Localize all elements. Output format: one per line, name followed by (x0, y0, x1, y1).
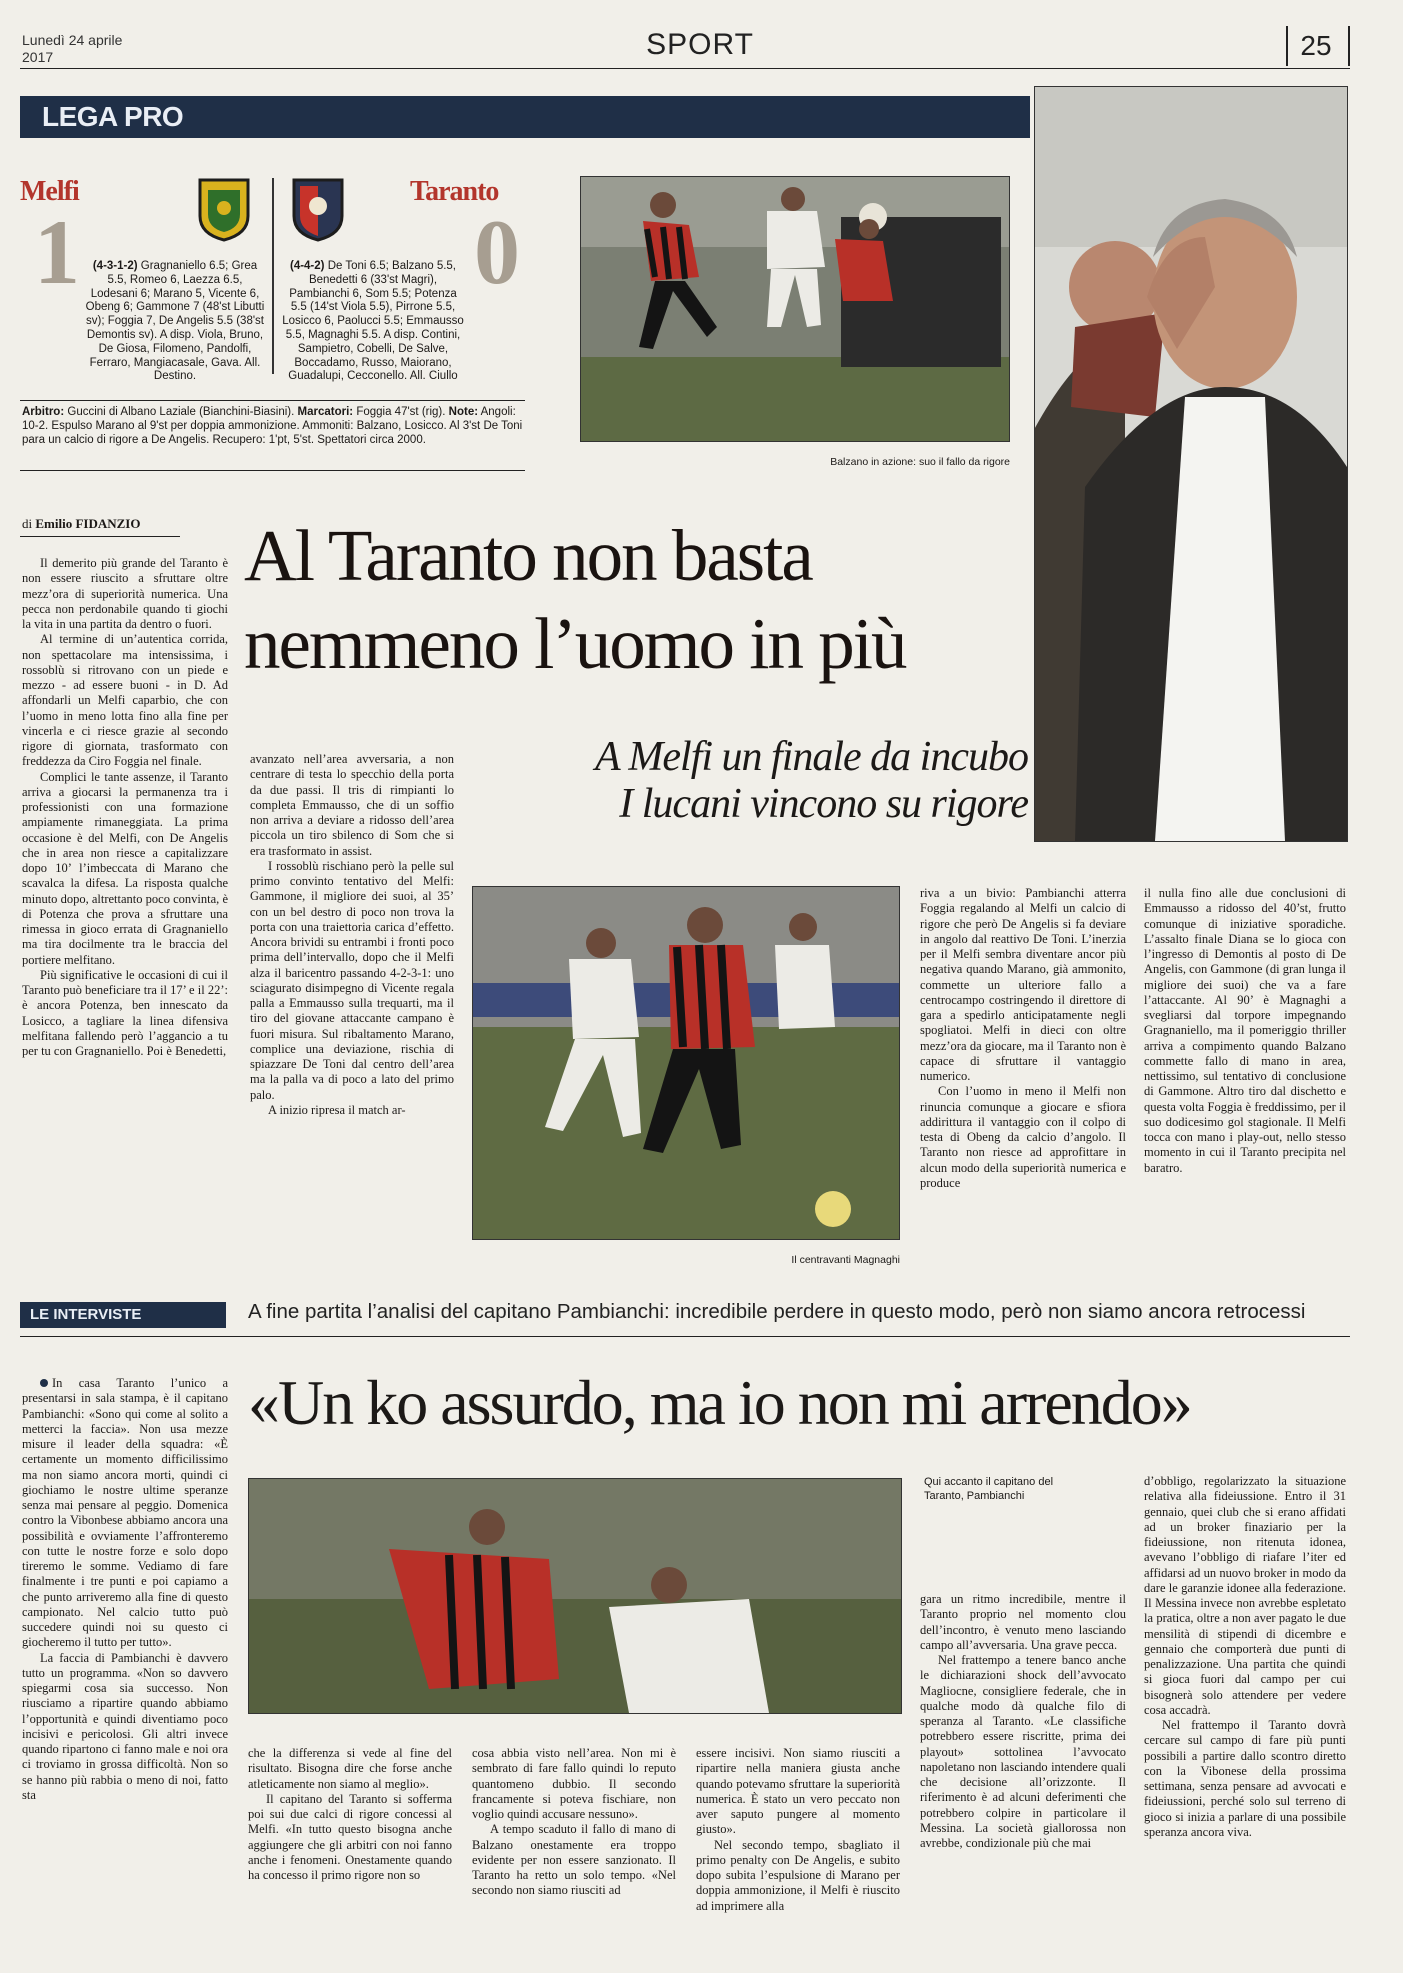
subheadline (468, 734, 1028, 828)
captain-image (249, 1479, 901, 1713)
article-paragraph: riva a un bivio: Pambianchi atterra Foggia regalando al Melfi un calcio di rigore che però De Angelis si fa deviare in angolo dal reattivo De Toni. L’inerzia per il Melfi sembra diventare ancor più negativa quando Marano, già ammonito, commette un ulteriore fallo a centrocampo costringendo il direttore di gara a spedirlo anticipatamente negli spogliatoi. Melfi in dieci con oltre mezz’ora da giocare, ma il Taranto non è capace di sfruttare il vantaggio numerico. (920, 886, 1126, 1083)
interview-paragraph: Nel frattempo il Taranto dovrà cercare sul campo di fare più punti possibili a partire dallo scontro diretto con la Vibonese della prossima settimana, senza pensare ad avvocati e fideiussioni, perché solo sul terreno di gioco si inizia a parlare di una possibile speranza ancora viva. (1144, 1718, 1346, 1839)
header-date (22, 32, 122, 66)
interviews-kicker: A fine partita l’analisi del capitano Pambianchi: incredibile perdere in questo modo, però non siamo ancora retrocessi (248, 1300, 1306, 1323)
notes-value: Angoli: 10-2. Espulso Marano al 9'st per doppia ammonizione. Ammoniti: Balzano, Losicco. Al 3'st De Toni para un calcio di rigore a De Angelis. Recupero: 1'pt, 5'st. Spettatori circa 2000. (22, 406, 523, 446)
home-lineup (84, 260, 266, 384)
headline-line2: nemmeno l’uomo in più (244, 603, 906, 685)
interview-column-3 (472, 1746, 676, 1970)
article-paragraph: Al termine di un’autentica corrida, non spettacolare ma intensissima, i rossoblù si ritrovano con un piede e mezzo - ad essere buoni - in D. Ad affondarli un Melfi caparbio, che con l’uomo in meno lotta fino alla fine per vincerla e ci riesce grazie al secondo rigore di giornata, trasformato con freddezza da Ciro Foggia nel finale. (22, 632, 228, 769)
interview-paragraph: che la differenza si vede al fine del risultato. Bisogna dire che forse anche atleticamente non siamo al meglio». (248, 1746, 452, 1791)
article-column-2 (250, 752, 454, 1266)
photo1-caption: Balzano in azione: suo il fallo da rigore (830, 456, 1010, 468)
subhead-line1: A Melfi un finale da incubo (595, 734, 1028, 780)
interviews-tag-label: LE INTERVISTE (30, 1306, 142, 1323)
article-column-3 (920, 886, 1126, 1266)
article-paragraph: Con l’uomo in meno il Melfi non rinuncia comunque a giocare e sfiora addirittura il vantaggio con il colpo di testa di Obeng da calcio d’angolo. Il Taranto non riesce ad approfittare in alcun modo della superiorità numerica e produce (920, 1084, 1126, 1190)
home-lineup-text: Gragnaniello 6.5; Grea 5.5, Romeo 6, Laezza 6.5, Lodesani 6; Marano 5, Vicente 6, Obeng 6; Gammone 7 (48'st Libutti sv); Foggia 7, De Angelis 5.5 (38'st Demontis sv). A disp. Viola, Bruno, De Giosa, Filomeno, Pandolfi, Ferraro, Mangiacasale, Gava. All. Destino. (85, 260, 265, 383)
header-year: 2017 (22, 48, 54, 65)
article-paragraph: Il demerito più grande del Taranto è non essere riuscito a sfruttare oltre mezz’ora di superiorità numerica. Una pecca non perdonabile quando ti giochi la vita in una partita da dentro o fuori. (22, 556, 228, 631)
football-action-image (581, 177, 1009, 441)
interview-column-2 (248, 1746, 452, 1970)
article-column-1 (22, 556, 228, 1266)
header-day: Lunedì 24 aprile (22, 32, 123, 48)
interview-paragraph: La faccia di Pambianchi è davvero tutto un programma. «Non so davvero spiegarmi cosa sia successo. Non riusciamo a ripartire quando abbiamo l’opportunità e quindi diventiamo poco incisivi e pericolosi. Gli altri invece quando ripartono ci fanno male e noi ora ci troviamo in grossa difficoltà. Non so se hanno più rabbia o meno di noi, fatto sta (22, 1650, 228, 1802)
away-score: 0 (474, 201, 520, 303)
scoreboard-divider (272, 178, 274, 374)
interview-paragraph: A tempo scaduto il fallo di mano di Balzano onestamente era troppo evidente per non essere sanzionato. Il Taranto ha retto un solo tempo. «Nel secondo non siamo riusciti ad (472, 1822, 676, 1898)
scorers-label: Marcatori: (297, 406, 354, 418)
interview-paragraph: Nel frattempo a tenere banco anche le dichiarazioni shock dell’avvocato Magliocne, consigliere federale, che in qualche modo dà qualche filo di speranza al Taranto. «Le classifiche potrebbero essere riscritte, prima dei playout» sottolinea l’avvocato napoletano non lasciando intendere quali che decisione all’orizzonte. Il riferimento è ad alcuni deferimenti che potrebbero colpire in particolare il Messina. La società giallorossa non avrebbe, condizionale più che mai (920, 1653, 1126, 1850)
referee-value: Guccini di Albano Laziale (Bianchini-Biasini). (67, 406, 295, 418)
photo-pambianchi (248, 1478, 902, 1714)
header-rule (20, 68, 1350, 69)
interview-column-5 (920, 1592, 1126, 1970)
interviews-tag (20, 1302, 226, 1328)
interview-paragraph (22, 1376, 228, 1651)
interview-paragraph: Il capitano del Taranto si sofferma poi sui due calci di rigore concessi al Melfi. «In tutto questo bisogna anche aggiungere che gli arbitri con noi fanno anche i fenomeni. Onestamente quando ha concesso il primo rigore non so (248, 1791, 452, 1882)
striker-image (473, 887, 899, 1239)
referee-label: Arbitro: (22, 406, 65, 418)
away-team-crest (292, 178, 344, 242)
byline (22, 516, 140, 532)
match-info-rule-top (20, 400, 525, 401)
home-team-crest (198, 178, 250, 242)
article-paragraph: A inizio ripresa il match ar- (268, 1102, 406, 1117)
byline-rule (20, 536, 180, 537)
interview-paragraph: cosa abbia visto nell’area. Non mi è sembrato di fare fallo quindi lo reputo quantomeno dubbio. Il secondo francamente si poteva fischiare, non voglio quindi accusare nessuno». (472, 1746, 676, 1821)
page-number: 25 (1300, 30, 1332, 61)
home-team-name: Melfi (20, 176, 79, 207)
scorers-value: Foggia 47'st (rig). (356, 406, 446, 418)
headline-line1: Al Taranto non basta (244, 515, 812, 596)
home-score: 1 (34, 201, 80, 303)
home-formation: (4-3-1-2) (92, 260, 138, 272)
away-formation: (4-4-2) (289, 260, 325, 272)
interview-paragraph: gara un ritmo incredibile, mentre il Taranto proprio nel momento clou dell’incontro, è venuto meno lasciando campo all’avversaria. Una grave pecca. (920, 1592, 1126, 1652)
article-paragraph: Complici le tante assenze, il Taranto arriva a giocarsi la permanenza tra i professionisti con una formazione ampiamente rimaneggiata. La prima occasione è del Melfi, con De Angelis che in area non riesce a capitalizzare dopo 10’ l’imbeccata di Marano che scavalca la difesa. La risposta qualche minuto dopo, altrettanto poco convinta, è di Potenza che prova a sfruttare una rimessa in gioco errata di Gragnaniello ma tira docilmente tra le braccia del portiere melfitano. (22, 769, 228, 967)
interview-paragraph: Nel secondo tempo, sbagliato il primo penalty con De Angelis, e subito dopo subita l’espulsione di Marano per doppia ammonizione, il Melfi è riuscito ad imprimere alla (696, 1837, 900, 1913)
article-column-4 (1144, 886, 1346, 1266)
photo-balzano (580, 176, 1010, 442)
byline-author: Emilio FIDANZIO (35, 516, 141, 531)
league-banner (20, 96, 1030, 138)
bullet-icon (40, 1379, 48, 1387)
section-title: SPORT (646, 28, 754, 61)
coach-portrait-image (1035, 87, 1347, 841)
interview-column-4 (696, 1746, 900, 1970)
photo3-caption: Qui accanto il capitano del Taranto, Pambianchi (924, 1476, 1054, 1502)
headline (244, 512, 1024, 689)
interviews-rule (20, 1336, 1350, 1337)
interview-paragraph: essere incisivi. Non siamo riusciti a ripartire nella maniera giusta anche quando potevamo sfruttare la superiorità numerica. È stato un vero peccato non aver saputo pungere al momento giusto». (696, 1746, 900, 1837)
interview-text: In casa Taranto l’unico a presentarsi in sala stampa, è il capitano Pambianchi: «Sono qui come al solito a metterci la faccia». Non usa mezze misure il leader della squadra: «È certamente un momento difficilissimo ma non siamo ancora morti, quindi ci giochiamo le nostre ultime speranze senza mai pensare al peggio. Domenica contro la Vibonbese abbiamo ancora una possibilità e ovviamente l’affronteremo con tutte le nostre forze e solo dopo tireremo le somme. Vediamo di fare finalmente i tre punti e poi capiamo a che punto arriveremo alla fine di questo campionato. Nel calcio tutto può succedere quindi noi su questo ci giocheremo il tutto per tutto». (22, 1376, 228, 1650)
interviews-headline: «Un ko assurdo, ma io non mi arrendo» (248, 1367, 1191, 1438)
interview-column-6 (1144, 1474, 1346, 1970)
match-info (22, 406, 526, 447)
article-paragraph: Più significative le occasioni di cui il Taranto può beneficiare tra il 17’ e il 22’: è ancora Potenza, ben innescato da Losicco, a tagliare la linea difensiva melfitana fallendo però l’aggancio a tu per tu con Gragnaniello. Poi è Benedetti, (22, 967, 228, 1058)
subhead-line2: I lucani vincono su rigore (619, 781, 1028, 828)
notes-label: Note: (448, 406, 479, 418)
photo-magnaghi (472, 886, 900, 1240)
byline-prefix: di (22, 516, 33, 531)
match-info-rule-bottom (20, 470, 525, 471)
article-paragraph: il nulla fino alle due conclusioni di Emmausso a ridosso del 40’st, frutto comunque di iniziative sporadiche. L’assalto finale Diana se lo gioca con l’ingresso di Demontis al posto di De Angelis, con Gammone (di gran lunga il migliore dei suoi) che va a fare l’attaccante. Al 90’ è Magnaghi a svegliarsi dal torpore impegnando Gragnaniello, ma il pomeriggio thriller arriva a compimento quando Balzano commette fallo di mano in area, nettissimo, sul tentativo di conclusione di Gammone. Altro tiro dal dischetto e questa volta Foggia è freddissimo, per il suo dodicesimo gol stagionale. Il Melfi tocca con mano i play-out, nello stesso momento in cui il Taranto precipita nel baratro. (1144, 886, 1346, 1175)
away-crest-icon (292, 178, 344, 242)
away-lineup (282, 260, 464, 384)
away-team-name: Taranto (410, 176, 499, 207)
photo-coach (1034, 86, 1348, 842)
interview-column-1 (22, 1376, 228, 1970)
article-paragraph: I rossoblù rischiano però la pelle sul primo convinto tentativo del Melfi: Gammone, il migliore dei suoi, al 35’ con un bel destro di poco non trova la porta con una traiettoria carica d’effetto. Ancora brividi su entrambi i fronti poco prima dell’intervallo, dopo che il Melfi alza il baricentro passando 4-2-3-1: uno sciagurato disimpegno di Vicente regala palla a Emmausso sulla trequarti, ma il tiro del giovane attaccante campano è fuori misura. Sul ribaltamento Marano, complice una deviazione, rischia di spiazzare De Toni dal centro dell’area ma la palla va di poco a lato del primo palo. (250, 858, 454, 1102)
away-lineup-text: De Toni 6.5; Balzano 5.5, Benedetti 6 (33'st Magri), Pambianchi 6, Som 5.5; Potenza 5.5 (14'st Viola 5.5), Pirrone 5.5, Losicco 6, Paolucci 5.5; Emmausso 5.5, Magnaghi 5.5. A disp. Contini, Sampietro, Cobelli, De Salve, Boccadamo, Russo, Maiorano, Guadalupi, Cecconello. All. Ciullo (282, 260, 464, 383)
article-paragraph: avanzato nell’area avversaria, a non centrare di testa lo specchio della porta da due passi. Il tris di rimpianti lo completa Emmausso, che di un soffio non arriva a deviare a ridosso dell’area piccola un tiro sbilenco di Som che si era trasformato in assist. (250, 752, 454, 858)
home-crest-icon (198, 178, 250, 242)
photo2-caption: Il centravanti Magnaghi (791, 1254, 900, 1266)
interview-paragraph: d’obbligo, regolarizzato la situazione relativa alla fideiussione. Entro il 31 gennaio, quei club che si erano affidati ad un broker finaziario per la fideiussione, non ritenuta idonea, avevano l’obbligo di riafare l’iter ed affidarsi ad un nuovo broker in modo da dare le garanzie idonee alla federazione. Il Messina invece non avrebbe espletato la pratica, oltre a non aver pagato le due mensilità di stipendi di dicembre e gennaio che comporterà due punti di penalizzazione. Una partita che quindi si gioca fuori dal campo per cui bisognerà solo attendere per vedere cosa accadrà. (1144, 1474, 1346, 1717)
league-banner-label: LEGA PRO (42, 101, 184, 132)
